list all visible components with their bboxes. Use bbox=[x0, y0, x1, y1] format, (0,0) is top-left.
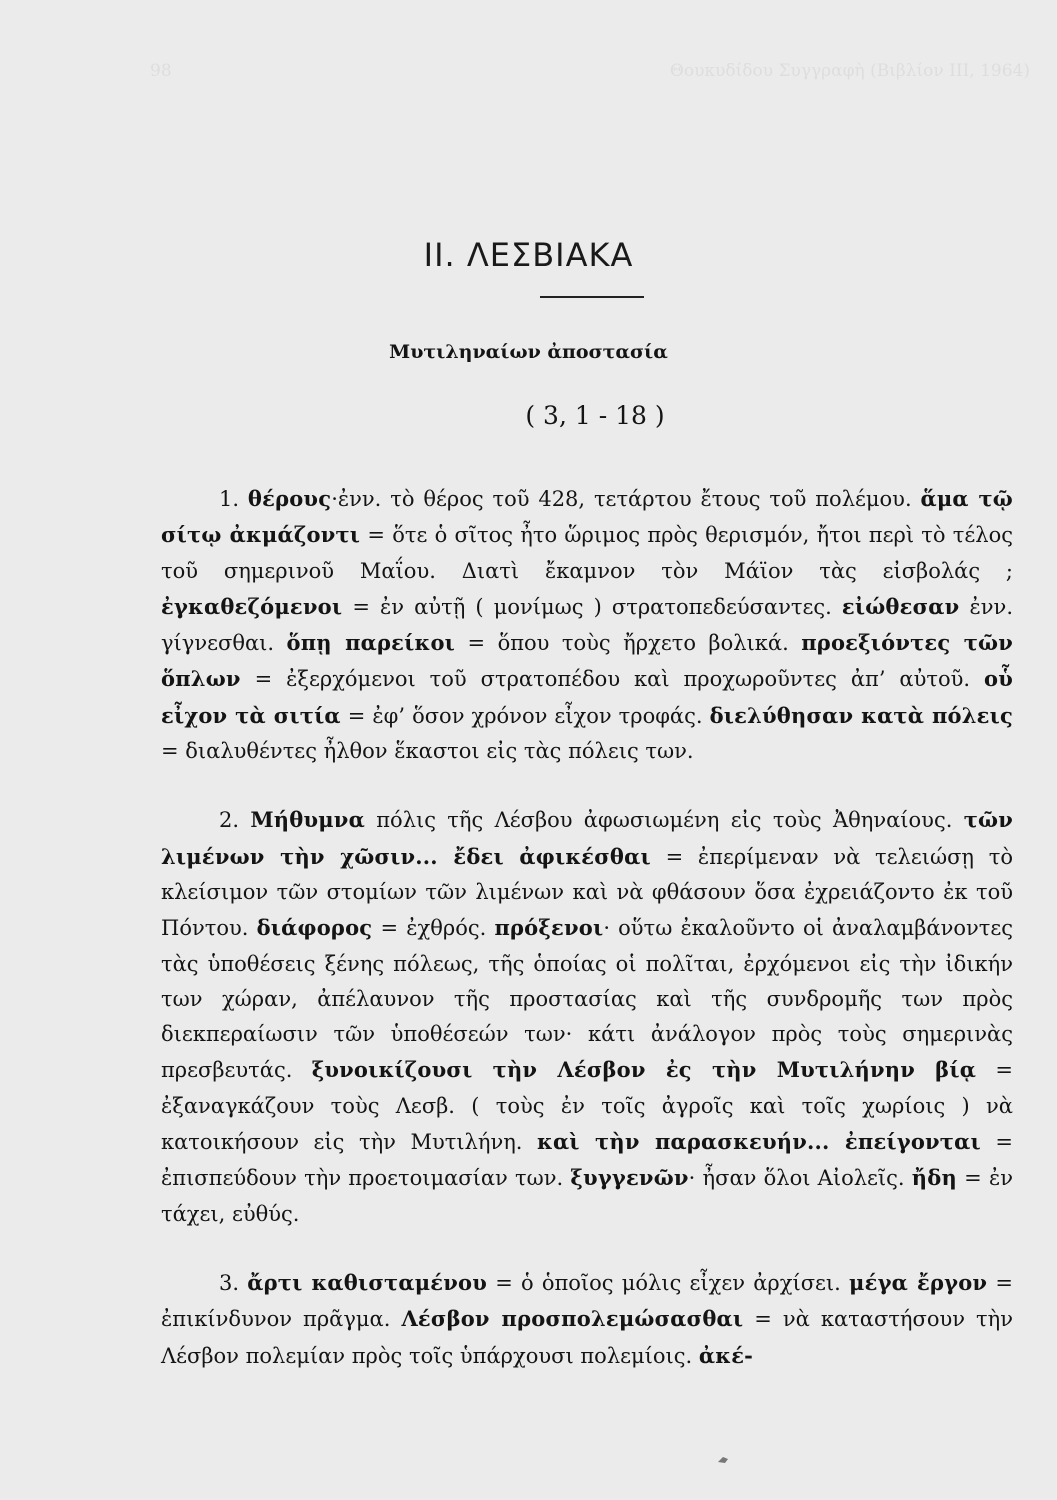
chapter-subtitle: Μυτιληναίων ἀποστασία bbox=[389, 341, 668, 363]
gloss-text: = ὁ ὁποῖος μόλις εἶχεν ἀρχίσει. bbox=[487, 1270, 850, 1295]
gloss-text: 2. bbox=[219, 808, 251, 833]
commentary-paragraph bbox=[161, 802, 1013, 1232]
lemma-term: Μήθυμνα bbox=[250, 807, 365, 833]
gloss-text: = ἐπερίμεναν νὰ τελειώσῃ τὸ κλείσιμον τῶν στομίων τῶν λιμένων καὶ νὰ φθάσουν ὅσα ἐχρειάζοντο ἐκ τοῦ Πόντου. bbox=[161, 844, 1013, 941]
gloss-text: · ἦσαν ὅλοι Αἰολεῖς. bbox=[688, 1166, 912, 1191]
chapter-title: II. ΛΕΣΒΙΑΚΑ bbox=[423, 236, 634, 274]
gloss-text: = ἐχθρός. bbox=[372, 916, 495, 941]
lemma-term: πρόξενοι bbox=[494, 915, 604, 941]
gloss-text: · οὕτω ἐκαλοῦντο οἱ ἀναλαμβάνοντες τὰς ὑποθέσεις ξένης πόλεως, τῆς ὁποίας οἱ πολῖται, ἐρχόμενοι εἰς τὴν ἰδικήν των χώραν, ἀπέλαυνον τῆς προστασίας καὶ τῆς συνδρομῆς των πρὸς διεκπεραίωσιν τῶν ὑποθέσεών των· κάτι ἀνάλογον πρὸς τοὺς σημερινὰς πρεσβευτάς. bbox=[161, 916, 1014, 1083]
lemma-term: θέρους bbox=[247, 486, 332, 511]
commentary-paragraph bbox=[161, 481, 1013, 769]
lemma-term: ἀκέ- bbox=[698, 1342, 754, 1368]
gloss-text: = ἐξαναγκάζουν τοὺς Λεσβ. ( τοὺς ἐν τοῖς ἀγροῖς καὶ τοῖς χωρίοις ) νὰ κατοικήσουν εἰς τὴν Μυτιλήνη. bbox=[161, 1058, 1014, 1155]
gloss-text: = ἐφ’ ὅσον χρόνον εἶχον τροφάς. bbox=[340, 703, 710, 728]
lemma-term: Λέσβον προσπολεμώσασθαι bbox=[401, 1306, 744, 1332]
gloss-text: 1. bbox=[219, 487, 248, 511]
gloss-text: πόλις τῆς Λέσβου ἀφωσιωμένη εἰς τοὺς Ἀθηναίους. bbox=[364, 808, 964, 833]
lemma-term: διάφορος bbox=[256, 915, 373, 941]
gloss-text: ·ἐνν. τὸ θέρος τοῦ 428, τετάρτου ἔτους τοῦ πολέμου. bbox=[331, 487, 921, 511]
lemma-term: τῶν λιμένων τὴν χῶσιν... ἔδει ἀφικέσθαι bbox=[161, 807, 1013, 869]
gloss-text: = ἐν αὐτῇ ( μονίμως ) στρατοπεδεύσαντες. bbox=[342, 594, 842, 619]
gloss-text: = ἐν τάχει, εὐθύς. bbox=[161, 1166, 1014, 1226]
lemma-term: εἰώθεσαν bbox=[841, 593, 960, 619]
lemma-term: ὅπῃ παρείκοι bbox=[286, 630, 456, 656]
lemma-term: ἄρτι καθισταμένου bbox=[247, 1269, 488, 1295]
title-divider bbox=[540, 296, 644, 298]
gloss-text: = ὅπου τοὺς ἤρχετο βολικά. bbox=[455, 631, 802, 656]
lemma-term: προεξιόντες τῶν ὅπλων bbox=[161, 630, 1013, 692]
lemma-term: ἅμα τῷ σίτῳ ἀκμάζοντι bbox=[161, 486, 1013, 548]
gloss-text: = διαλυθέντες ἦλθον ἕκαστοι εἰς τὰς πόλεις των. bbox=[161, 739, 694, 764]
gloss-text: ἐνν. γίγνεσθαι. bbox=[161, 594, 1013, 656]
gloss-text: = ἐπισπεύδουν τὴν προετοιμασίαν των. bbox=[161, 1130, 1013, 1191]
commentary-paragraph bbox=[161, 1265, 1013, 1374]
commentary-body bbox=[161, 481, 1013, 1374]
lemma-term: ξυγγενῶν bbox=[570, 1165, 689, 1191]
gloss-text: = ἐξερχόμενοι τοῦ στρατοπέδου καὶ προχωροῦντες ἀπ’ αὐτοῦ. bbox=[240, 667, 985, 692]
ink-speck bbox=[716, 1455, 730, 1465]
gloss-text: = ἐπικίνδυνον πρᾶγμα. bbox=[161, 1270, 1013, 1332]
gloss-text: = ὅτε ὁ σῖτος ἦτο ὥριμος πρὸς θερισμόν, ἤτοι περὶ τὸ τέλος τοῦ σημερινοῦ Μαΐου. Διατὶ ἔκαμνον τὸν Μάϊον τὰς εἰσβολάς ; bbox=[161, 523, 1013, 583]
lemma-term: ἤδη bbox=[911, 1165, 957, 1191]
lemma-term: ἐγκαθεζόμενοι bbox=[161, 593, 343, 619]
gloss-text: = νὰ καταστήσουν τὴν Λέσβον πολεμίαν πρὸς τοῖς ὑπάρχουσι πολεμίοις. bbox=[161, 1307, 1014, 1368]
lemma-term: οὗ εἶχον τὰ σιτία bbox=[161, 666, 1013, 728]
lemma-term: μέγα ἔργον bbox=[849, 1269, 988, 1295]
show-through-background: 98 Θουκυδίδου Συγγραφὴ (Βιβλίον ΙΙΙ, 1964) bbox=[150, 61, 1030, 81]
gloss-text: 3. bbox=[219, 1270, 248, 1295]
lemma-term: καὶ τὴν παρασκευήν... ἐπείγονται bbox=[537, 1129, 981, 1155]
chapter-reference: ( 3, 1 - 18 ) bbox=[525, 401, 665, 430]
lemma-term: διελύθησαν κατὰ πόλεις bbox=[709, 702, 1013, 728]
lemma-term: ξυνοικίζουσι τὴν Λέσβον ἐς τὴν Μυτιλήνην βίᾳ bbox=[311, 1057, 977, 1083]
